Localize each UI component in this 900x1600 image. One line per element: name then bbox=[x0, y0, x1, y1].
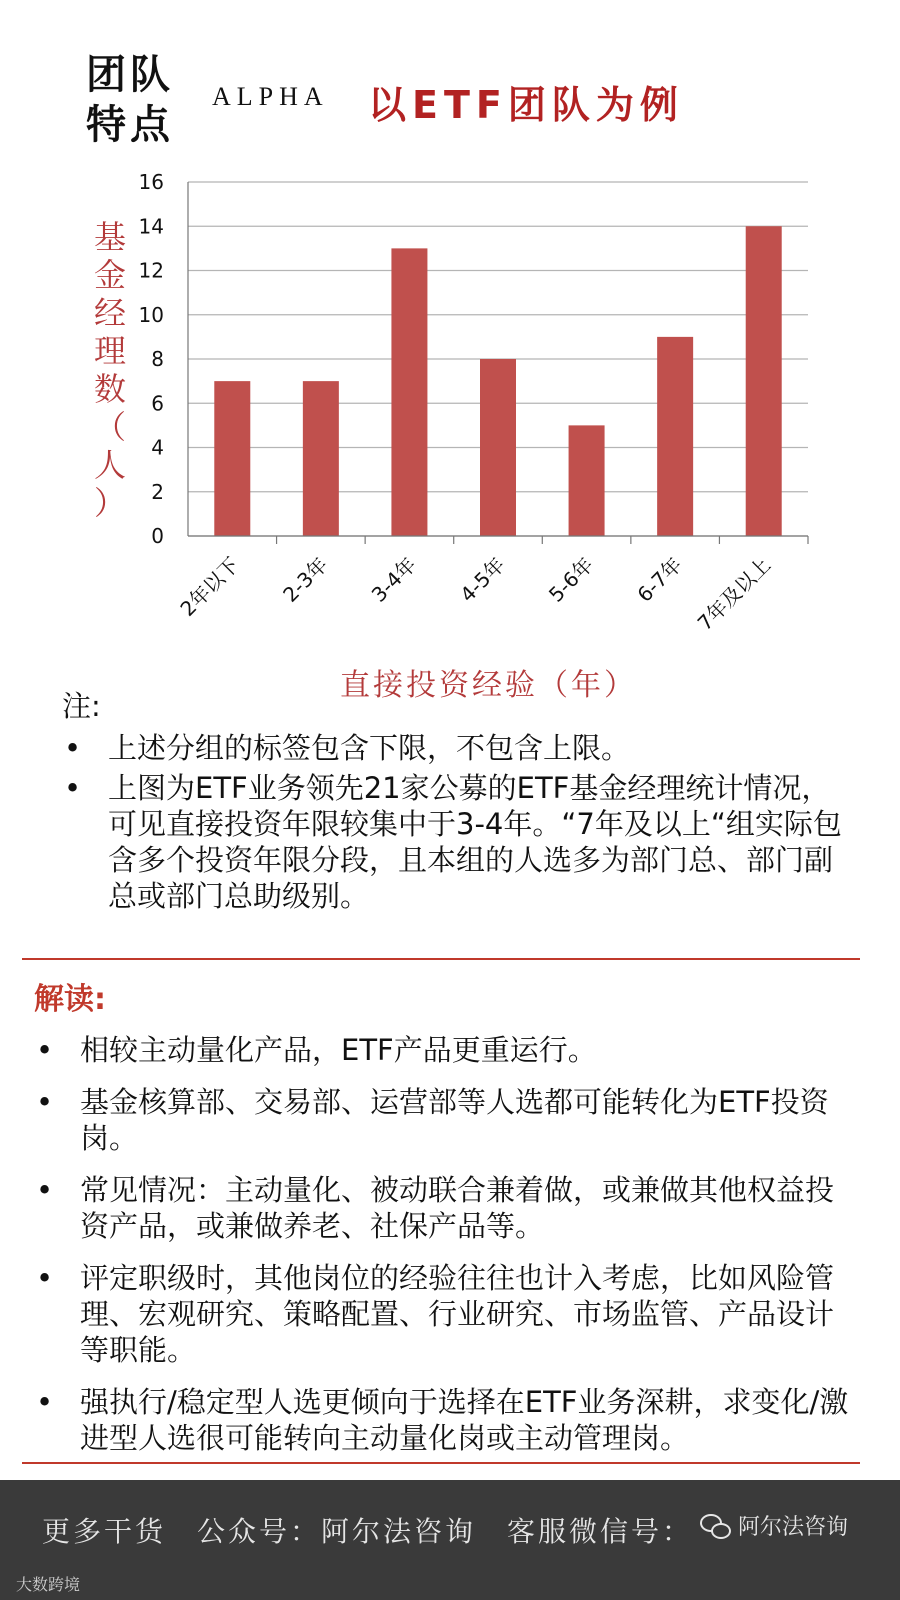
x-tick-label: 4-5年 bbox=[455, 552, 510, 607]
ylabel-char: 数 bbox=[93, 370, 126, 408]
watermark: 大数跨境 bbox=[16, 1575, 81, 1594]
x-tick-label: 6-7年 bbox=[632, 552, 687, 607]
interpretation-item: • 评定职级时，其他岗位的经验往往也计入考虑，比如风险管理、宏观研究、策略配置、行业研究、市场监管、产品设计等职能。 bbox=[34, 1260, 860, 1368]
wechat-icon bbox=[700, 1514, 730, 1538]
interpretation-item: • 相较主动量化产品，ETF产品更重运行。 bbox=[34, 1032, 860, 1068]
divider bbox=[22, 1462, 860, 1464]
footer bbox=[0, 1480, 900, 1600]
x-tick-label: 5-6年 bbox=[543, 552, 599, 607]
bar-chart bbox=[0, 170, 900, 660]
header-team-label bbox=[86, 50, 174, 150]
x-tick-label: 7年及以上 bbox=[692, 552, 776, 636]
bar bbox=[569, 425, 605, 536]
y-tick-label: 14 bbox=[138, 214, 164, 239]
y-tick-label: 0 bbox=[151, 524, 164, 548]
notes-section bbox=[62, 688, 842, 918]
notes-item: • 上图为ETF业务领先21家公募的ETF基金经理统计情况，可见直接投资年限较集中于3-4年。“7年及以上“组实际包含多个投资年限分段，且本组的人选多为部门总、部门副总或部门总助级别。 bbox=[62, 770, 842, 914]
interpretation-item: • 常见情况：主动量化、被动联合兼着做，或兼做其他权益投资产品，或兼做养老、社保产品等。 bbox=[34, 1172, 860, 1244]
notes-heading: 注: bbox=[62, 689, 101, 723]
ylabel-char: 基 bbox=[93, 218, 126, 256]
chart-xlabel: 直接投资经验（年） bbox=[340, 668, 637, 703]
ylabel-char: 金 bbox=[93, 256, 126, 294]
interpretation-item: • 基金核算部、交易部、运营部等人选都可能转化为ETF投资岗。 bbox=[34, 1084, 860, 1156]
divider bbox=[22, 958, 860, 960]
notes-item: • 上述分组的标签包含下限，不包含上限。 bbox=[62, 730, 842, 766]
bar bbox=[303, 381, 339, 536]
y-tick-label: 12 bbox=[138, 258, 164, 283]
bar bbox=[657, 337, 693, 536]
ylabel-char: （ bbox=[93, 408, 126, 446]
y-tick-label: 2 bbox=[151, 479, 164, 504]
y-tick-label: 8 bbox=[151, 347, 164, 371]
bar bbox=[480, 359, 516, 536]
y-tick-label: 16 bbox=[138, 170, 164, 194]
interpretation-section bbox=[34, 982, 860, 1472]
ylabel-char: 人 bbox=[93, 446, 126, 484]
x-tick-label: 2-3年 bbox=[278, 552, 333, 607]
alpha-label: ALPHA bbox=[212, 82, 329, 111]
y-tick-label: 6 bbox=[151, 391, 164, 416]
interpretation-item: • 强执行/稳定型人选更倾向于选择在ETF业务深耕，求变化/激进型人选很可能转向主动量化岗或主动管理岗。 bbox=[34, 1384, 860, 1456]
bar bbox=[746, 226, 782, 536]
interpretation-heading: 解读: bbox=[34, 982, 106, 1017]
ylabel-char: ） bbox=[93, 484, 126, 522]
footer-brand bbox=[700, 1510, 848, 1541]
ylabel-char: 理 bbox=[93, 332, 126, 370]
page-title: 以ETF团队为例 bbox=[368, 83, 684, 127]
footer-text: 更多干货 公众号：阿尔法咨询 客服微信号： bbox=[42, 1515, 694, 1548]
y-tick-label: 4 bbox=[151, 435, 164, 460]
y-tick-label: 10 bbox=[138, 302, 164, 327]
bar bbox=[214, 381, 250, 536]
x-tick-label: 2年以下 bbox=[175, 552, 244, 621]
header-team-line1: 团队 bbox=[86, 52, 174, 98]
ylabel-char: 经 bbox=[93, 294, 126, 332]
x-tick-label: 3-4年 bbox=[366, 552, 421, 607]
footer-brand-label: 阿尔法咨询 bbox=[738, 1515, 849, 1540]
header-team-line2: 特点 bbox=[86, 102, 174, 148]
bar bbox=[391, 248, 427, 536]
